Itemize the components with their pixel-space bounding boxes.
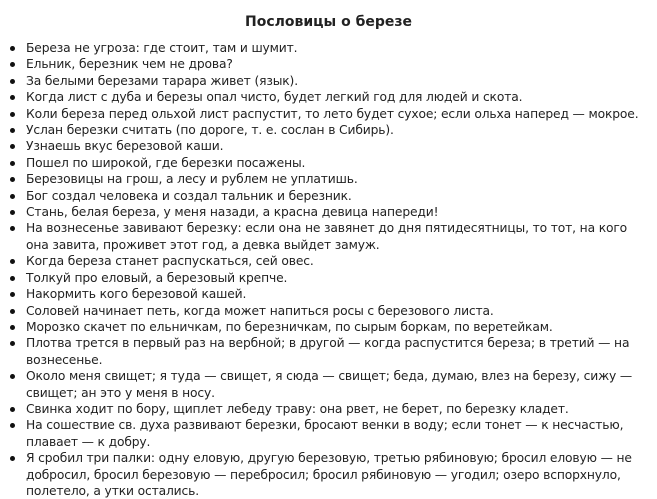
- list-item: [0, 319, 650, 335]
- bullet-icon: [10, 309, 15, 314]
- list-item: [0, 138, 650, 154]
- list-item: [0, 73, 650, 89]
- list-item: [0, 171, 650, 187]
- proverb-text: Узнаешь вкус березовой каши.: [26, 139, 224, 154]
- list-item: [0, 56, 650, 72]
- proverb-text: Березовицы на грош, а лесу и рублем не уплатишь.: [26, 172, 358, 187]
- bullet-icon: [10, 210, 15, 215]
- bullet-icon: [10, 374, 15, 379]
- proverb-text: Бог создал человека и создал тальник и березник.: [26, 188, 352, 203]
- proverb-text: Пошел по широкой, где березки посажены.: [26, 155, 306, 170]
- list-item: [0, 270, 650, 286]
- proverb-list: [0, 40, 650, 499]
- list-item: [0, 335, 650, 368]
- list-item: [0, 368, 650, 401]
- list-item: [0, 89, 650, 105]
- list-item: [0, 417, 650, 450]
- proverb-text: Когда лист с дуба и березы опал чисто, будет легкий год для людей и скота.: [26, 90, 523, 105]
- bullet-icon: [10, 95, 15, 100]
- proverb-text: Стань, белая береза, у меня назади, а красна девица напереди!: [26, 205, 439, 220]
- proverb-text: Я сробил три палки: одну еловую, другую березовую, третью рябиновую; бросил еловую — не добросил, бросил березовую — перебросил; бросил рябиновую — угодил; озеро вспорхнуло, полетело, а утки остались.: [26, 451, 632, 498]
- bullet-icon: [10, 276, 15, 281]
- bullet-icon: [10, 456, 15, 461]
- list-item: [0, 303, 650, 319]
- list-item: [0, 122, 650, 138]
- proverb-text: Когда береза станет распускаться, сей овес.: [26, 254, 314, 269]
- bullet-icon: [10, 144, 15, 149]
- list-item: [0, 220, 650, 253]
- list-item: [0, 286, 650, 302]
- bullet-icon: [10, 194, 15, 199]
- bullet-icon: [10, 62, 15, 67]
- bullet-icon: [10, 226, 15, 231]
- bullet-icon: [10, 177, 15, 182]
- bullet-icon: [10, 128, 15, 133]
- bullet-icon: [10, 325, 15, 330]
- proverb-text: Около меня свищет; я туда — свищет, я сюда — свищет; беда, думаю, влез на березу, сижу — свищет; ан это у меня в носу.: [26, 369, 633, 400]
- bullet-icon: [10, 292, 15, 297]
- list-item: [0, 253, 650, 269]
- list-item: [0, 204, 650, 220]
- proverb-text: Морозко скачет по ельничкам, по березничкам, по сырым боркам, по веретейкам.: [26, 319, 553, 334]
- proverb-text: Соловей начинает петь, когда может напиться росы с березового листа.: [26, 303, 494, 318]
- proverb-text: Плотва трется в первый раз на вербной; в другой — когда распустится береза; в третий — на вознесенье.: [26, 336, 630, 367]
- list-item: [0, 401, 650, 417]
- proverb-text: За белыми березами тарара живет (язык).: [26, 73, 298, 88]
- bullet-icon: [10, 79, 15, 84]
- page-title: Пословицы о березе: [245, 14, 412, 30]
- bullet-icon: [10, 341, 15, 346]
- proverb-text: Накормить кого березовой кашей.: [26, 287, 247, 302]
- list-item: [0, 155, 650, 171]
- bullet-icon: [10, 161, 15, 166]
- proverb-text: Береза не угроза: где стоит, там и шумит.: [26, 41, 298, 55]
- list-item: [0, 106, 650, 122]
- proverb-text: Коли береза перед ольхой лист распустит, то лето будет сухое; если ольха наперед — мокрое.: [26, 106, 639, 121]
- list-item: [0, 40, 650, 56]
- list-item: [0, 450, 650, 499]
- proverb-text: Толкуй про еловый, а березовый крепче.: [26, 270, 288, 285]
- bullet-icon: [10, 46, 15, 51]
- bullet-icon: [10, 423, 15, 428]
- bullet-icon: [10, 112, 15, 117]
- bullet-icon: [10, 407, 15, 412]
- bullet-icon: [10, 259, 15, 264]
- list-item: [0, 188, 650, 204]
- proverb-text: На сошествие св. духа развивают березки, бросают венки в воду; если тонет — к несчастью, плавает — к добру.: [26, 418, 624, 449]
- proverb-text: На вознесенье завивают березку: если она не завянет до дня пятидесятницы, то тот, на кого она завита, проживет этот год, а девка выйдет замуж.: [26, 221, 628, 252]
- proverb-text: Ельник, березник чем не дрова?: [26, 57, 233, 72]
- proverb-text: Услан березки считать (по дороге, т. е. сослан в Сибирь).: [26, 123, 394, 138]
- proverb-text: Свинка ходит по бору, щиплет лебеду траву: она рвет, не берет, по березку кладет.: [26, 401, 569, 416]
